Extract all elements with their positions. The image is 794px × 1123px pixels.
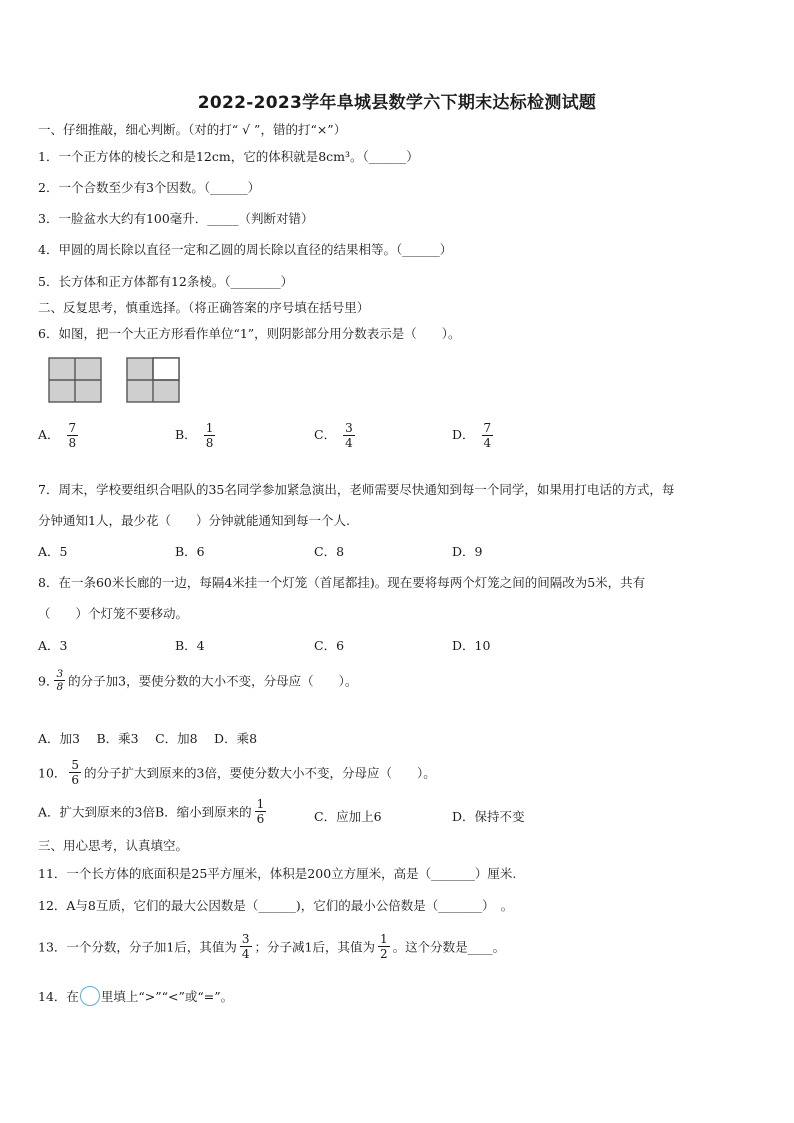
- q6-option-b[interactable]: B． $\frac{1}{8}$: [175, 421, 214, 450]
- fraction: $\frac{3}{4}$: [241, 932, 250, 961]
- question-12: 12．A与8互质，它们的最大公因数是（______)，它们的最小公倍数是（_______） 。: [38, 898, 514, 913]
- fraction: $\frac{5}{6}$: [71, 758, 80, 787]
- q9-options[interactable]: A．加3 B．乘3 C．加8 D．乘8: [38, 731, 258, 746]
- question-8-line-2: （ ）个灯笼不要移动。: [38, 606, 189, 621]
- fraction: $\frac{3}{4}$: [345, 421, 353, 450]
- q8-option-a[interactable]: A．3: [38, 638, 68, 653]
- q6-option-a[interactable]: A． $\frac{7}{8}$: [38, 421, 77, 450]
- q6-figure-three-quarters: [126, 357, 180, 403]
- section-1-heading: 一、仔细推敲，细心判断。（对的打“ √ ”，错的打“×”）: [38, 122, 347, 137]
- question-1: 1．一个正方体的棱长之和是12cm，它的体积就是8cm³。（______）: [38, 149, 419, 164]
- q7-option-b[interactable]: B．6: [175, 544, 205, 559]
- fraction: $\frac{7}{4}$: [483, 421, 492, 450]
- question-5: 5．长方体和正方体都有12条棱。（________）: [38, 274, 294, 289]
- fraction: $\frac{1}{8}$: [205, 421, 214, 450]
- question-13: 13．一个分数，分子加1后，其值为 $\frac{3}{4}$ ；分子减1后，其值为 $\frac{1}{2}$ 。这个分数是____。: [38, 932, 506, 961]
- fraction: $\frac{7}{8}$: [68, 421, 77, 450]
- q6-option-d[interactable]: D． $\frac{7}{4}$: [452, 421, 492, 450]
- question-10: 10． $\frac{5}{6}$ 的分子扩大到原来的3倍，要使分数大小不变，分母应（ ）。: [38, 758, 436, 787]
- question-7-line-1: 7．周末，学校要组织合唱队的35名同学参加紧急演出，老师需要尽快通知到每一个同学，如果用打电话的方式，每: [38, 482, 675, 497]
- question-6: 6．如图，把一个大正方形看作单位“1”，则阴影部分用分数表示是（ ）。: [38, 326, 461, 341]
- q6-figure-full-square: [48, 357, 102, 403]
- q7-option-c[interactable]: C．8: [314, 544, 345, 559]
- q8-option-b[interactable]: B．4: [175, 638, 205, 653]
- blank-circle-icon: [80, 986, 100, 1006]
- q10-option-d[interactable]: D．保持不变: [452, 809, 525, 824]
- question-14: 14．在 里填上“>”“<”或“=”。: [38, 986, 233, 1006]
- fraction: $\frac{1}{6}$: [256, 797, 265, 826]
- section-2-heading: 二、反复思考，慎重选择。（将正确答案的序号填在括号里）: [38, 300, 370, 315]
- q7-option-d[interactable]: D．9: [452, 544, 483, 559]
- q7-option-a[interactable]: A．5: [38, 544, 68, 559]
- question-8-line-1: 8．在一条60米长廊的一边，每隔4米挂一个灯笼（首尾都挂)。现在要将每两个灯笼之间的间隔改为5米，共有: [38, 575, 646, 590]
- question-3: 3．一脸盆水大约有100毫升．_____（判断对错）: [38, 211, 314, 226]
- question-9: 9． $\frac{3}{8}$ 的分子加3，要使分数的大小不变，分母应（ ）。: [38, 668, 358, 693]
- fraction: $\frac{3}{8}$: [56, 668, 64, 693]
- question-11: 11．一个长方体的底面积是25平方厘米，体积是200立方厘米，高是（_______）厘米.: [38, 866, 517, 881]
- page-title: 2022-2023学年阜城县数学六下期末达标检测试题: [197, 93, 597, 113]
- q8-option-c[interactable]: C．6: [314, 638, 345, 653]
- question-7-line-2: 分钟通知1人，最少花（ ）分钟就能通知到每一个人.: [38, 513, 350, 528]
- q6-option-c[interactable]: C． $\frac{3}{4}$: [314, 421, 353, 450]
- question-2: 2．一个合数至少有3个因数。（______）: [38, 180, 261, 195]
- q10-option-a-b[interactable]: A．扩大到原来的3倍B．缩小到原来的 $\frac{1}{6}$: [38, 797, 265, 826]
- question-4: 4．甲圆的周长除以直径一定和乙圆的周长除以直径的结果相等。（______）: [38, 242, 453, 257]
- fraction: $\frac{1}{2}$: [379, 932, 388, 961]
- section-3-heading: 三、用心思考，认真填空。: [38, 838, 189, 853]
- q8-option-d[interactable]: D．10: [452, 638, 491, 653]
- q10-option-c[interactable]: C．应加上6: [314, 809, 382, 824]
